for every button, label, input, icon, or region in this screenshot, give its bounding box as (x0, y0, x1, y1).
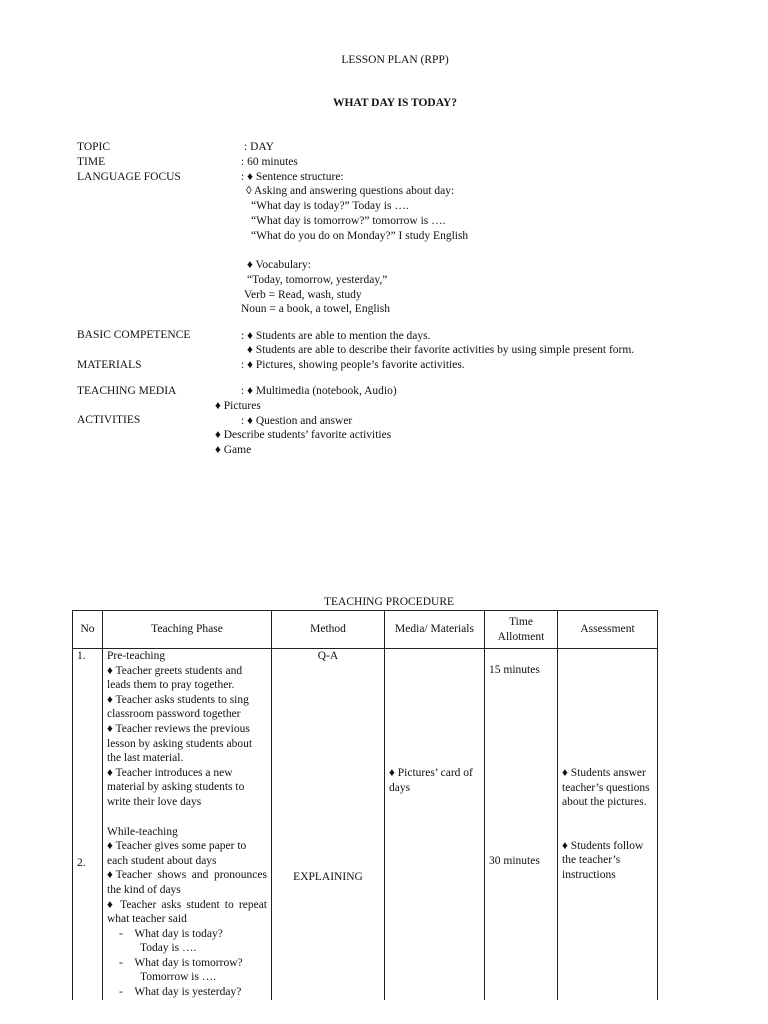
media-cell (385, 649, 485, 1000)
topic-label: TOPIC (77, 141, 111, 153)
column-header-method: Method (272, 611, 385, 649)
phase-title: While-teaching (107, 825, 178, 838)
teaching-media-line: ♦ Pictures (215, 400, 261, 412)
column-header-media: Media/ Materials (385, 611, 485, 649)
media-value: ♦ Pictures’ card of days (389, 767, 473, 794)
phase-item: ♦Teacher shows and pronounces the kind of days (107, 869, 267, 896)
language-focus-line: “What day is today?” Today is …. (251, 200, 409, 212)
vocabulary-line: Noun = a book, a towel, English (241, 303, 390, 315)
vocabulary-line: ♦ Vocabulary: (247, 259, 311, 271)
document-title: LESSON PLAN (RPP) (341, 54, 449, 66)
activities-line: : ♦ Question and answer (241, 415, 353, 427)
phase-item: ♦ Teacher greets students and leads them to pray together. (107, 664, 243, 692)
time-value: 30 minutes (489, 854, 540, 867)
phase-sub-item: - What day is today? (119, 927, 223, 940)
method-value: Q-A (317, 650, 339, 662)
materials-value: : ♦ Pictures, showing people’s favorite activities. (241, 359, 465, 371)
row-number: 2. (77, 856, 86, 869)
basic-competence-label: BASIC COMPETENCE (77, 329, 191, 341)
language-focus-line: ◊ Asking and answering questions about day: (246, 185, 455, 197)
teaching-phase-cell (103, 649, 272, 1000)
phase-sub-answer: Tomorrow is …. (140, 971, 217, 984)
phase-item: ♦ Teacher gives some paper to each student about days (107, 840, 247, 867)
phase-item: ♦ Teacher reviews the previous lesson by asking students about the last material. (107, 722, 253, 765)
column-header-no: No (73, 611, 103, 649)
phase-sub-answer: Today is …. (140, 942, 197, 955)
teaching-media-line: : ♦ Multimedia (notebook, Audio) (241, 385, 397, 397)
assessment-value: ♦ Students answer teacher’s questions about the pictures. (562, 767, 650, 809)
row-number: 1. (77, 650, 86, 662)
table-header-row (73, 611, 658, 649)
basic-competence-line: ♦ Students are able to describe their favorite activities by using simple present form. (247, 344, 635, 356)
method-cell (272, 649, 385, 1000)
vocabulary-line: Verb = Read, wash, study (244, 289, 362, 301)
activities-line: ♦ Game (215, 444, 252, 456)
time-cell (485, 649, 558, 1000)
basic-competence-line: : ♦ Students are able to mention the days. (241, 330, 431, 342)
teaching-media-label: TEACHING MEDIA (77, 385, 177, 397)
activities-line: ♦ Describe students’ favorite activities (215, 429, 392, 441)
phase-sub-item: - What day is yesterday? (119, 986, 242, 999)
method-value: EXPLAINING (293, 870, 363, 883)
document-subtitle: WHAT DAY IS TODAY? (332, 97, 458, 109)
topic-value: : DAY (244, 141, 274, 153)
language-focus-label: LANGUAGE FOCUS (77, 171, 181, 183)
time-label: TIME (77, 156, 106, 168)
phase-title: Pre-teaching (107, 650, 166, 662)
column-header-teaching-phase: Teaching Phase (103, 611, 272, 649)
language-focus-line: “What do you do on Monday?” I study English (251, 230, 469, 242)
procedure-heading: TEACHING PROCEDURE (324, 596, 455, 608)
language-focus-line: “What day is tomorrow?” tomorrow is …. (251, 215, 446, 227)
time-value: : 60 minutes (241, 156, 298, 168)
language-focus-line: : ♦ Sentence structure: (241, 171, 344, 183)
phase-item: ♦ Teacher asks students to sing classroom password together (107, 693, 249, 721)
row-number-cell (73, 649, 103, 1000)
phase-item: ♦ Teacher asks student to repeat what teacher said (107, 898, 267, 926)
column-header-time: Time Allotment (485, 611, 558, 649)
time-value: 15 minutes (489, 664, 540, 676)
phase-sub-item: - What day is tomorrow? (119, 956, 243, 969)
column-header-assessment: Assessment (558, 611, 658, 649)
phase-item: ♦ Teacher introduces a new material by asking students to write their love days (107, 766, 245, 808)
teaching-procedure-table (72, 610, 658, 1000)
assessment-value: ♦ Students follow the teacher’s instructions (562, 839, 644, 881)
vocabulary-line: “Today, tomorrow, yesterday,” (247, 274, 388, 286)
activities-label: ACTIVITIES (77, 414, 141, 426)
materials-label: MATERIALS (77, 359, 142, 371)
assessment-cell (558, 649, 658, 1000)
